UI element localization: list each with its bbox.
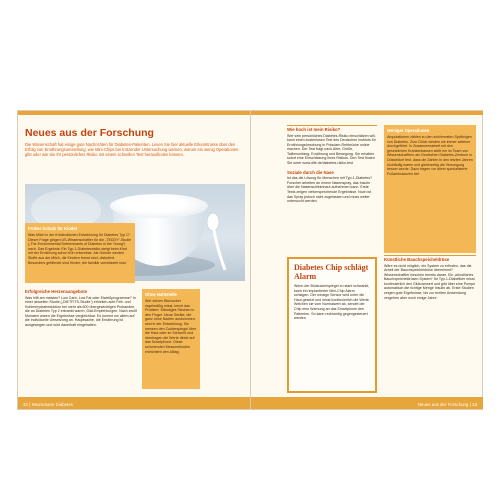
operations-box — [384, 125, 476, 253]
no-needle-box — [142, 289, 200, 389]
book-spread — [17, 110, 483, 410]
top-stripe — [18, 111, 250, 115]
left-column-1 — [25, 289, 137, 328]
operations-heading: Weniger Operationen — [387, 128, 430, 133]
spoon-icon — [203, 212, 229, 272]
operations-text: Amputationen zählen zu den schlimmsten Spätfolgen von Diabetes. Zum Glück werden sie immer seltener durchgeführt. In Zusammenarbeit mit den gesetzlichen Krankenkassen stellt ein im Team von Wissenschaftlern am Deutschen Diabetes-Zentrum in Düsseldorf fest, dass die Zahlen in den letzten Jahren rückläufig waren und gleichzeitig die Versorgung besser wurde. Dazu tragen vor allem spezialisierte Fußambulanzen bei. — [387, 135, 473, 176]
footer-right: Neues aus der Forschung | 33 — [417, 402, 477, 407]
right-column-2 — [384, 257, 476, 300]
early-protection-heading: Früher Schutz für Kinder — [28, 226, 78, 231]
success-heading: Erfolgreiche Herzensangebote — [25, 289, 88, 294]
chip-box — [287, 257, 377, 393]
right-page — [251, 111, 483, 409]
nasal-heading: Soziale durch die Nase — [287, 169, 334, 175]
risk-text: Wer sein persönliches Diabetes-Risiko einschätzen will, kann einen kostenlosen Test des Deutschen Instituts für Ernährungsforschung in Potsdam-Rehbrücke online machen. Der Test fragt nach Alter, Größe, Taillenumfang, Ernährung und Bewegung. Sie erhalten sofort eine Einschätzung Ihres Risikos. Den Test finden Sie unter www.dife.de/diabetes-risiko-test — [287, 133, 376, 166]
intro-text: Die Wissenschaft hat einige gute Nachrichten für Diabetes-Patienten. Lesen Sie hier aktuelle Erkenntnisse über den Erfolg von Ernährungsumstellung, wie Mini-Chips bei trotzender Untersuchung warnen, warum ein wenig Operationen gibt oder wie Sie Ihr persönliches Risiko mit einem schnellen Test herausfinden können. — [25, 142, 239, 158]
page-title: Neues aus der Forschung — [25, 127, 154, 139]
chip-text: Wenn der Blutzuckerspiegel zu stark schwankt, kann ein implantierter Mini-Chip Alarm schlagen. Der winzige Sensor wird unter die Haut gesetzt und misst kontinuierlich die Werte. Weichen sie vom Normalwert ab, sendet der Chip eine Warnung an das Smartphone des Patienten. So kann rechtzeitig gegengesteuert werden. — [294, 284, 370, 321]
right-column-1 — [287, 127, 377, 204]
no-needle-text: Wer seinen Blutzucker regelmäßig misst, kennt das Problem: Ständiges Stechen in den Finger. Neue Geräte, die ganz ohne Nadeln auskommen, sind in der Entwicklung. Sie messen den Zuckerspiegel über die Haut oder im Schweiß und übertragen die Werte direkt auf das Smartphone. Diese schonenden Messmethoden erleichtern den Alltag. — [145, 299, 197, 354]
footer-left: 33 | Neuromann Diabetes — [23, 402, 73, 407]
early-protection-box — [25, 223, 135, 283]
chip-title: Diabetes Chip schlägt Alarm — [294, 263, 369, 281]
no-needle-heading: Ohne Nahtstelle — [145, 292, 177, 297]
success-text: Was hilft am meisten? Low Carb, Low Fat oder Eiweißprogramme? In einer aktuellen Studie („DIETFITS-Studie“) erhielten acht Fett- und Kohlenhydratreduktion bei mehr als 600 übergewichtigen Probanden, die an Diabetes Typ 2 erkrankt waren, Diät-Empfehlungen. Nach zwölf Monaten waren die Ergebnisse vergleichbar. Es kommt vor allem auf die individuelle Umsetzung an. Hauptsache, die Ernährung ist ausgewogen und wird dauerhaft eingehalten. — [25, 295, 137, 328]
risk-heading: Wie hoch ist mein Risiko? — [287, 127, 341, 132]
nasal-text: Ist das die Lösung für Menschen mit Typ-1-Diabetes? Forscher arbeiten an einem Nasenspray, das Insulin über die Nasenschleimhaut aufnehmen kann. Erste Tests zeigen vielversprechende Ergebnisse. Noch ist das Spray jedoch nicht zugelassen und muss weiter untersucht werden. — [287, 176, 373, 204]
artificial-pancreas-text: Wäre es nicht möglich, ein System zu erfinden, das die Arbeit der Bauchspeicheldrüse übernimmt? Wissenschaftler forschen bereits daran. Ein „künstliches Bauchspeicheldrüsen-System“ für Typ-1-Diabetiker misst kontinuierlich den Glukosewert und gibt über eine Pumpe automatisch die richtige Menge Insulin ab. Erste Studien zeigen gute Ergebnisse, bis zur breiten Anwendung vergehen aber noch einige Jahre. — [384, 263, 476, 300]
artificial-pancreas-heading: Künstliche Bauchspeicheldrüse — [384, 257, 450, 262]
left-page — [18, 111, 251, 409]
yogurt-image — [110, 194, 208, 218]
early-protection-text: Was Milch in der frühkindlichen Entwicklung für Diabetes Typ 1? Dieser Frage gingen US-Wissenschaftler für die „TEDDY“-Studie („The Environmental Determinants of Diabetes in the Young“) nach. Das Ergebnis: Ein Typ-1-Diabetesrisiko steigt beim Kind mit der Ernährung schon früh erkennbar. Als Gründe werden Stoffe aus der Milch, die Kindern fremd sind, diskutiert. Besonders gefährdet sind Kinder, die familiär vorbelastet sind. — [28, 233, 132, 265]
top-stripe-right — [251, 111, 483, 115]
